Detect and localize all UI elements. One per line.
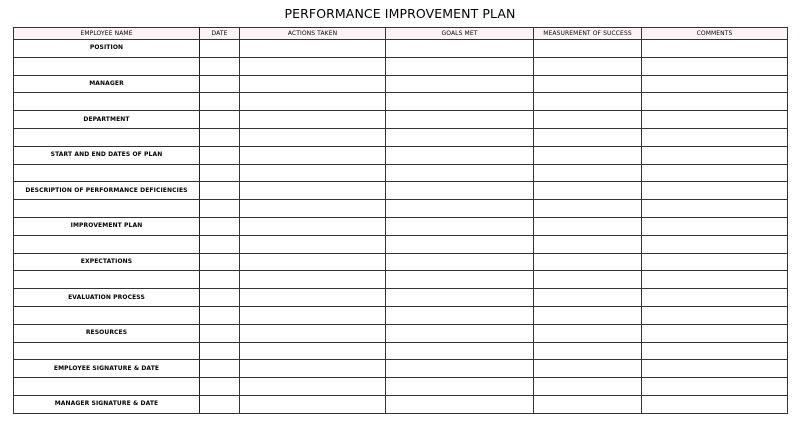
cell-goals-met[interactable] [386,235,534,253]
document-title: PERFORMANCE IMPROVEMENT PLAN [284,6,516,21]
table-row [14,164,788,182]
cell-measurement-of-success[interactable] [534,306,642,324]
cell-goals-met[interactable] [386,111,534,129]
table-row [14,395,788,413]
cell-goals-met[interactable] [386,164,534,182]
row-label: MANAGER SIGNATURE & DATE [14,395,200,413]
table-row [14,93,788,111]
cell-actions-taken[interactable] [240,306,386,324]
cell-actions-taken[interactable] [240,324,386,342]
table-row [14,146,788,164]
row-label-blank [14,271,200,289]
cell-date[interactable] [200,395,240,413]
cell-comments[interactable] [642,146,788,164]
cell-measurement-of-success[interactable] [534,324,642,342]
table-row [14,200,788,218]
performance-plan-table [13,27,788,414]
table-row [14,253,788,271]
cell-goals-met[interactable] [386,146,534,164]
table-row [14,271,788,289]
cell-date[interactable] [200,289,240,307]
row-label-blank [14,128,200,146]
cell-measurement-of-success[interactable] [534,93,642,111]
cell-goals-met[interactable] [386,40,534,58]
table-row [14,217,788,235]
cell-measurement-of-success[interactable] [534,40,642,58]
cell-actions-taken[interactable] [240,378,386,396]
cell-comments[interactable] [642,128,788,146]
cell-goals-met[interactable] [386,200,534,218]
cell-actions-taken[interactable] [240,235,386,253]
cell-measurement-of-success[interactable] [534,217,642,235]
table-row [14,182,788,200]
table-row [14,289,788,307]
cell-measurement-of-success[interactable] [534,111,642,129]
cell-date[interactable] [200,40,240,58]
cell-comments[interactable] [642,111,788,129]
cell-actions-taken[interactable] [240,360,386,378]
cell-comments[interactable] [642,342,788,360]
row-label: EVALUATION PROCESS [14,289,200,307]
cell-date[interactable] [200,200,240,218]
cell-date[interactable] [200,111,240,129]
cell-date[interactable] [200,164,240,182]
cell-actions-taken[interactable] [240,75,386,93]
cell-date[interactable] [200,128,240,146]
column-header-goals-met: GOALS MET [386,28,534,40]
header-row [14,28,788,40]
cell-comments[interactable] [642,306,788,324]
cell-measurement-of-success[interactable] [534,360,642,378]
cell-date[interactable] [200,253,240,271]
cell-comments[interactable] [642,324,788,342]
table-row [14,128,788,146]
cell-actions-taken[interactable] [240,111,386,129]
table-row [14,235,788,253]
cell-measurement-of-success[interactable] [534,342,642,360]
cell-date[interactable] [200,306,240,324]
table-row [14,360,788,378]
table-row [14,57,788,75]
cell-measurement-of-success[interactable] [534,395,642,413]
table-row [14,40,788,58]
cell-goals-met[interactable] [386,378,534,396]
cell-measurement-of-success[interactable] [534,253,642,271]
row-label-blank [14,378,200,396]
cell-comments[interactable] [642,164,788,182]
cell-comments[interactable] [642,93,788,111]
cell-goals-met[interactable] [386,253,534,271]
cell-measurement-of-success[interactable] [534,271,642,289]
table-row [14,378,788,396]
row-label: POSITION [14,40,200,58]
cell-comments[interactable] [642,271,788,289]
cell-actions-taken[interactable] [240,128,386,146]
row-label-blank [14,342,200,360]
cell-comments[interactable] [642,395,788,413]
column-header-date: DATE [200,28,240,40]
cell-comments[interactable] [642,378,788,396]
cell-goals-met[interactable] [386,93,534,111]
cell-goals-met[interactable] [386,271,534,289]
cell-date[interactable] [200,324,240,342]
cell-goals-met[interactable] [386,342,534,360]
cell-goals-met[interactable] [386,306,534,324]
cell-actions-taken[interactable] [240,182,386,200]
cell-goals-met[interactable] [386,182,534,200]
cell-actions-taken[interactable] [240,395,386,413]
row-label-blank [14,93,200,111]
row-label-blank [14,57,200,75]
cell-comments[interactable] [642,182,788,200]
cell-date[interactable] [200,378,240,396]
row-label-blank [14,164,200,182]
cell-actions-taken[interactable] [240,57,386,75]
cell-goals-met[interactable] [386,57,534,75]
cell-date[interactable] [200,75,240,93]
cell-date[interactable] [200,342,240,360]
row-label: RESOURCES [14,324,200,342]
row-label: EMPLOYEE SIGNATURE & DATE [14,360,200,378]
table-row [14,306,788,324]
cell-goals-met[interactable] [386,217,534,235]
cell-goals-met[interactable] [386,324,534,342]
cell-measurement-of-success[interactable] [534,128,642,146]
cell-actions-taken[interactable] [240,146,386,164]
row-label-blank [14,200,200,218]
cell-goals-met[interactable] [386,75,534,93]
cell-goals-met[interactable] [386,395,534,413]
cell-measurement-of-success[interactable] [534,75,642,93]
cell-goals-met[interactable] [386,128,534,146]
cell-measurement-of-success[interactable] [534,164,642,182]
cell-date[interactable] [200,182,240,200]
table-row [14,75,788,93]
row-label: DESCRIPTION OF PERFORMANCE DEFICIENCIES [14,182,200,200]
row-label: DEPARTMENT [14,111,200,129]
row-label-blank [14,235,200,253]
cell-comments[interactable] [642,235,788,253]
cell-measurement-of-success[interactable] [534,182,642,200]
column-header-actions-taken: ACTIONS TAKEN [240,28,386,40]
row-label-blank [14,306,200,324]
cell-actions-taken[interactable] [240,271,386,289]
cell-measurement-of-success[interactable] [534,235,642,253]
cell-measurement-of-success[interactable] [534,378,642,396]
cell-goals-met[interactable] [386,289,534,307]
cell-actions-taken[interactable] [240,40,386,58]
cell-actions-taken[interactable] [240,93,386,111]
cell-comments[interactable] [642,253,788,271]
cell-actions-taken[interactable] [240,217,386,235]
row-label: IMPROVEMENT PLAN [14,217,200,235]
cell-comments[interactable] [642,217,788,235]
cell-date[interactable] [200,57,240,75]
cell-comments[interactable] [642,75,788,93]
table-row [14,111,788,129]
cell-measurement-of-success[interactable] [534,200,642,218]
cell-date[interactable] [200,146,240,164]
cell-date[interactable] [200,360,240,378]
cell-comments[interactable] [642,360,788,378]
row-label: START AND END DATES OF PLAN [14,146,200,164]
row-label: MANAGER [14,75,200,93]
cell-date[interactable] [200,271,240,289]
cell-measurement-of-success[interactable] [534,146,642,164]
column-header-employee-name: EMPLOYEE NAME [14,28,200,40]
cell-date[interactable] [200,235,240,253]
cell-actions-taken[interactable] [240,289,386,307]
table-row [14,324,788,342]
cell-measurement-of-success[interactable] [534,57,642,75]
cell-actions-taken[interactable] [240,164,386,182]
column-header-measurement-of-success: MEASUREMENT OF SUCCESS [534,28,642,40]
cell-actions-taken[interactable] [240,200,386,218]
column-header-comments: COMMENTS [642,28,788,40]
cell-goals-met[interactable] [386,360,534,378]
cell-measurement-of-success[interactable] [534,289,642,307]
cell-comments[interactable] [642,289,788,307]
cell-comments[interactable] [642,200,788,218]
row-label: EXPECTATIONS [14,253,200,271]
table-body [14,40,788,414]
cell-actions-taken[interactable] [240,342,386,360]
cell-comments[interactable] [642,40,788,58]
cell-date[interactable] [200,217,240,235]
cell-actions-taken[interactable] [240,253,386,271]
table-row [14,342,788,360]
cell-comments[interactable] [642,57,788,75]
cell-date[interactable] [200,93,240,111]
